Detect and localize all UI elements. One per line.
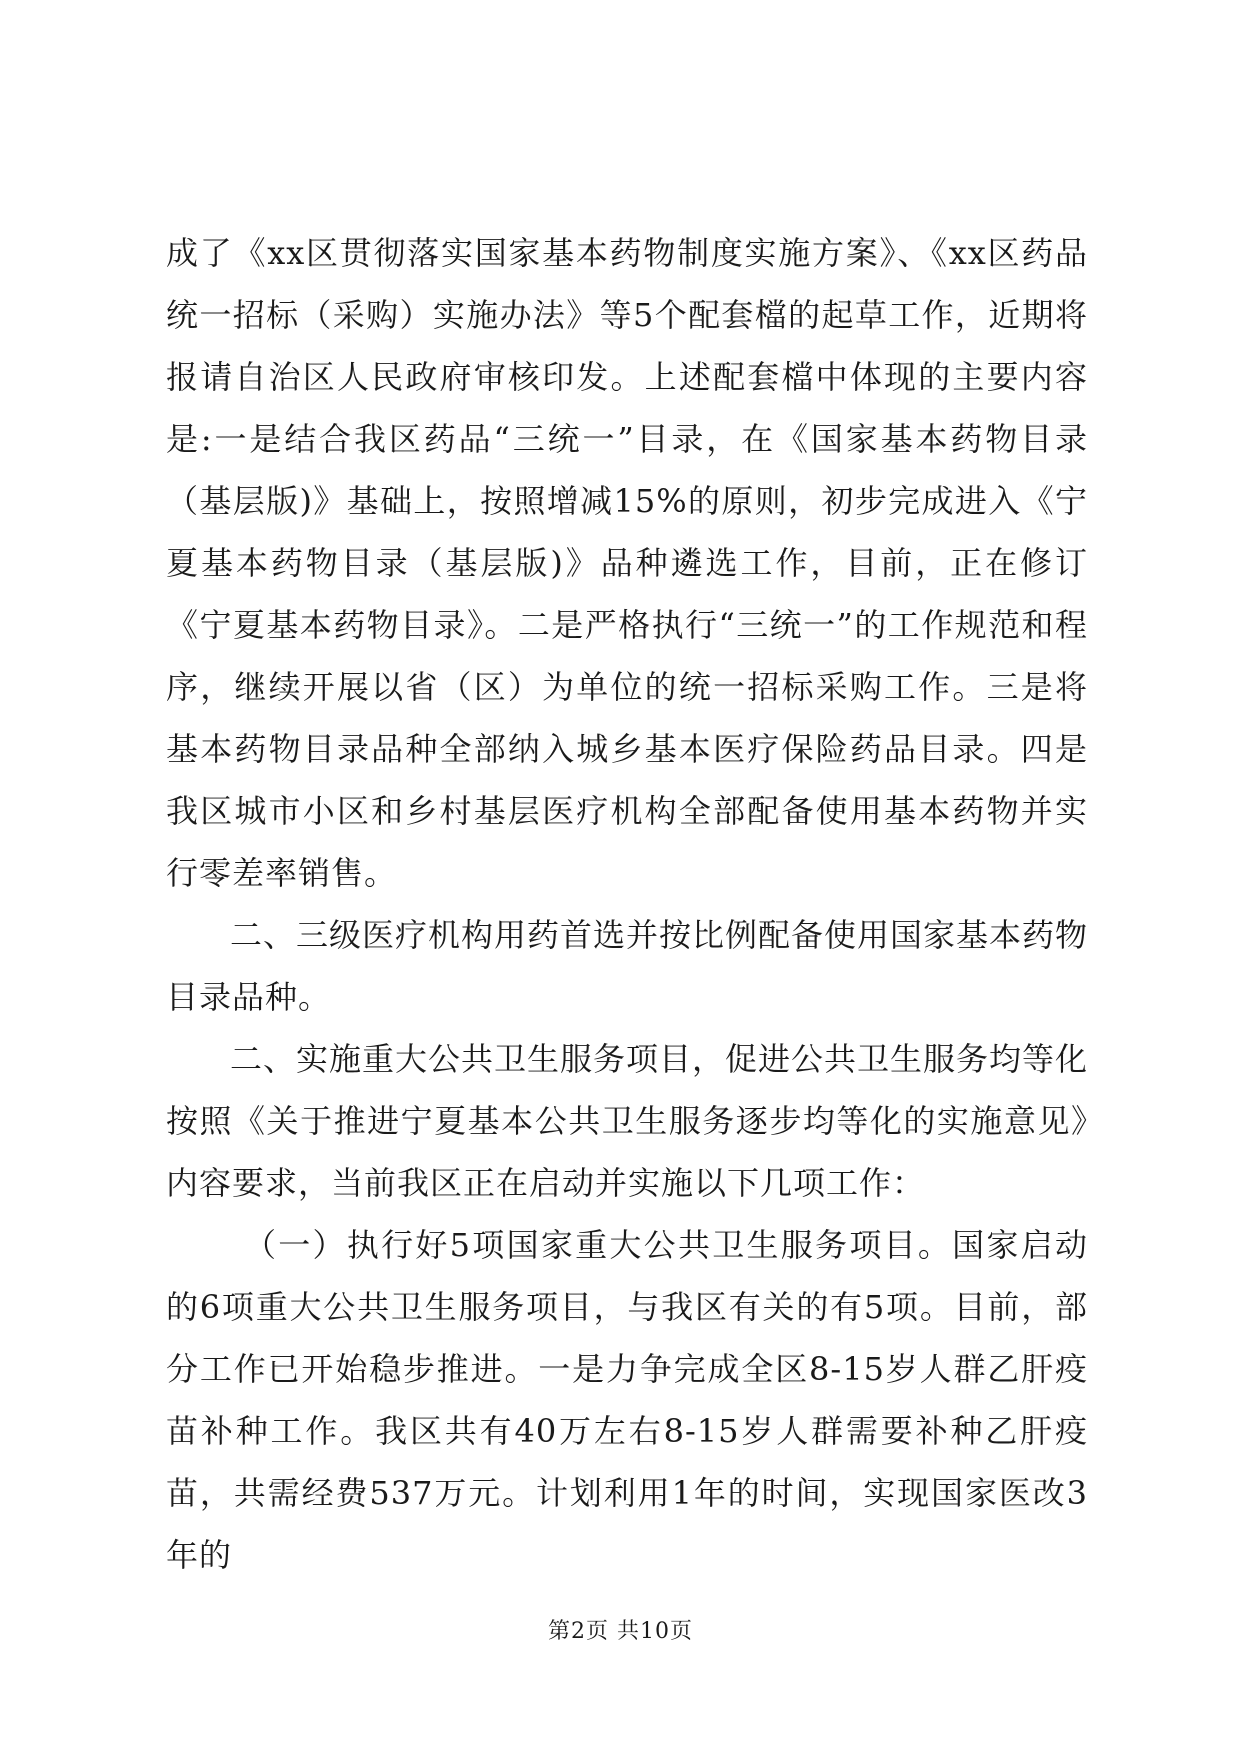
paragraph-continuation: 成了《xx区贯彻落实国家基本药物制度实施方案》、《xx区药品统一招标（采购）实施办法》等5个配套檔的起草工作，近期将报请自治区人民政府审核印发。上述配套檔中体现的主要内容是:一是结合我区药品“三统一”目录，在《国家基本药物目录（基层版)》基础上，按照增减15%的原则，初步完成进入《宁夏基本药物目录（基层版)》品种遴选工作，目前，正在修订《宁夏基本药物目录》。二是严格执行“三统一”的工作规范和程序，继续开展以省（区）为单位的统一招标采购工作。三是将基本药物目录品种全部纳入城乡基本医疗保险药品目录。四是我区城市小区和乡村基层医疗机构全部配备使用基本药物并实行零差率销售。	[166, 234, 1088, 892]
page-number-footer: 第2页 共10页	[548, 1619, 693, 1644]
paragraph-tertiary-hospitals: 二、三级医疗机构用药首选并按比例配备使用国家基本药物目录品种。	[166, 916, 1089, 1016]
paragraph-national-projects: （一）执行好5项国家重大公共卫生服务项目。国家启动的6项重大公共卫生服务项目，与我区有关的有5项。目前，部分工作已开始稳步推进。一是力争完成全区8-15岁人群乙肝疫苗补种工作。我区共有40万左右8-15岁人群需要补种乙肝疫苗，共需经费537万元。计划利用1年的时间，实现国家医改3年的	[166, 1226, 1088, 1574]
document-body	[166, 222, 1088, 1586]
paragraph-public-health-services: 二、实施重大公共卫生服务项目，促进公共卫生服务均等化按照《关于推进宁夏基本公共卫生服务逐步均等化的实施意见》内容要求，当前我区正在启动并实施以下几项工作：	[166, 1040, 1089, 1202]
